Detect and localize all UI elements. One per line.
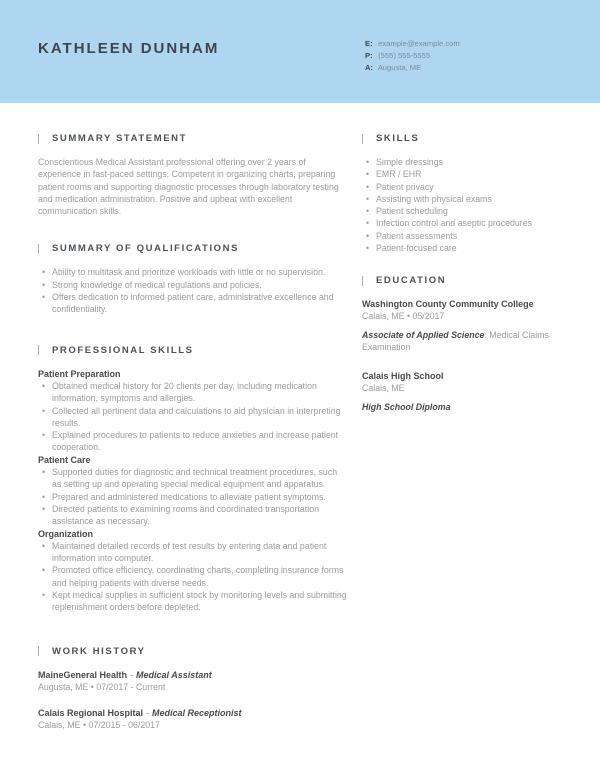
education-degree-line <box>362 329 567 354</box>
resume-body <box>0 103 600 757</box>
list-item: • Patient-focused care <box>366 242 567 254</box>
right-column <box>362 133 567 757</box>
education-title-text: EDUCATION <box>376 275 447 287</box>
phone-value: (555) 555-5555 <box>378 51 431 60</box>
section-title-bar <box>362 276 363 286</box>
skill-group-heading: Organization <box>38 528 94 539</box>
education-degree-line <box>362 401 567 413</box>
job-role: Medical Receptionist <box>152 707 242 718</box>
section-title-bar <box>38 345 39 355</box>
skills-title <box>362 133 567 144</box>
skill-group-list <box>38 466 347 527</box>
list-item: • Supported duties for diagnostic and technical treatment procedures, such as setting up and operating special medical equipment and apparatus. <box>42 466 347 491</box>
education-school: Washington County Community College <box>362 299 534 310</box>
skills-list <box>362 156 567 254</box>
education-entry <box>362 298 567 353</box>
section-title-bar <box>38 244 39 254</box>
education-title <box>362 275 567 286</box>
education-degree: High School Diploma <box>362 401 451 412</box>
list-item: • Infection control and aseptic procedures <box>366 217 567 229</box>
job-role: Medical Assistant <box>136 669 212 680</box>
skill-group-heading: Patient Preparation <box>38 368 121 379</box>
list-item: • EMR / EHR <box>366 168 567 180</box>
job-meta: Calais, ME • 07/2015 - 06/2017 <box>38 719 160 730</box>
professional-skills-title <box>38 345 347 356</box>
section-title-bar <box>362 134 363 144</box>
list-item: • Strong knowledge of medical regulations and policies. <box>42 279 347 291</box>
education-school: Calais High School <box>362 371 444 382</box>
summary-statement-title <box>38 133 347 144</box>
list-item: • Offers dedication to informed patient care, administrative excellence and confidentiality. <box>42 291 347 316</box>
section-work-history <box>38 646 347 732</box>
list-item: • Collected all pertinent data and calculations to aid physician in interpreting results. <box>42 405 347 430</box>
job-title-line <box>38 707 347 719</box>
contact-email-row <box>365 38 460 50</box>
list-item: • Directed patients to examining rooms and coordinated transportation assistance as necessary. <box>42 503 347 528</box>
qualifications-title-text: SUMMARY OF QUALIFICATIONS <box>52 243 240 255</box>
skill-group-list <box>38 380 347 454</box>
section-title-bar <box>38 646 39 656</box>
list-item: • Kept medical supplies in sufficient stock by monitoring levels and submitting replenishment orders before depleted. <box>42 589 347 614</box>
section-qualifications <box>38 243 347 315</box>
section-title-bar <box>38 134 39 144</box>
header-band <box>0 0 600 103</box>
professional-skills-title-text: PROFESSIONAL SKILLS <box>52 344 194 356</box>
contact-block <box>365 38 460 74</box>
list-item: • Patient scheduling <box>366 205 567 217</box>
list-item: • Patient privacy <box>366 181 567 193</box>
section-professional-skills <box>38 345 347 614</box>
list-item: • Assisting with physical exams <box>366 193 567 205</box>
phone-label: P: <box>365 51 373 60</box>
list-item: • Maintained detailed records of test results by entering data and patient information into computer. <box>42 540 347 565</box>
section-summary-statement <box>38 133 347 217</box>
contact-address-row <box>365 62 460 74</box>
education-meta: Calais, ME <box>362 383 405 394</box>
work-history-title-text: WORK HISTORY <box>52 645 146 657</box>
job-title-line <box>38 669 347 681</box>
section-skills <box>362 133 567 254</box>
job-company: MaineGeneral Health <box>38 669 128 680</box>
job-separator: - <box>146 707 150 718</box>
list-item: • Promoted office efficiency, coordinating charts, completing insurance forms and helping patients with diverse needs. <box>42 564 347 589</box>
education-meta: Calais, ME • 05/2017 <box>362 311 445 322</box>
job-company: Calais Regional Hospital <box>38 707 144 718</box>
list-item: • Prepared and administered medications to alleviate patient symptoms. <box>42 491 347 503</box>
qualifications-title <box>38 243 347 254</box>
job-meta: Augusta, ME • 07/2017 - Current <box>38 681 166 692</box>
address-value: Augusta, ME <box>377 63 422 72</box>
list-item: • Ability to multitask and prioritize workloads with little or no supervision. <box>42 266 347 278</box>
left-column <box>38 133 347 757</box>
job-separator: - <box>130 669 134 680</box>
education-degree-detail: : Medical Claims Examination <box>362 329 549 352</box>
skill-group-list <box>38 540 347 614</box>
job-entry <box>38 669 347 693</box>
section-education <box>362 275 567 412</box>
list-item: • Patient assessments <box>366 230 567 242</box>
list-item: • Explained procedures to patients to reduce anxieties and increase patient cooperation. <box>42 429 347 454</box>
work-history-title <box>38 646 347 657</box>
list-item: • Obtained medical history for 20 clients per day, including medication information, symptoms and allergies. <box>42 380 347 405</box>
address-label: A: <box>365 63 374 72</box>
email-label: E: <box>365 39 373 48</box>
skill-group-heading: Patient Care <box>38 454 91 465</box>
email-value: example@example.com <box>378 39 460 48</box>
contact-phone-row <box>365 50 460 62</box>
education-degree: Associate of Applied Science <box>362 329 485 340</box>
education-entry <box>362 370 567 413</box>
job-entry <box>38 707 347 731</box>
summary-statement-text: Conscientious Medical Assistant professional offering over 2 years of experience in fast-paced settings. Competent in organizing charts, preparing patient rooms and supporting diagnostic processes through laboratory testing and medication administration. Positive and upbeat with excellent communication skills. <box>38 157 339 217</box>
qualifications-list <box>38 266 347 315</box>
summary-statement-title-text: SUMMARY STATEMENT <box>52 133 188 144</box>
skills-title-text: SKILLS <box>376 133 420 144</box>
list-item: • Simple dressings <box>366 156 567 168</box>
candidate-name: KATHLEEN DUNHAM <box>38 40 220 57</box>
